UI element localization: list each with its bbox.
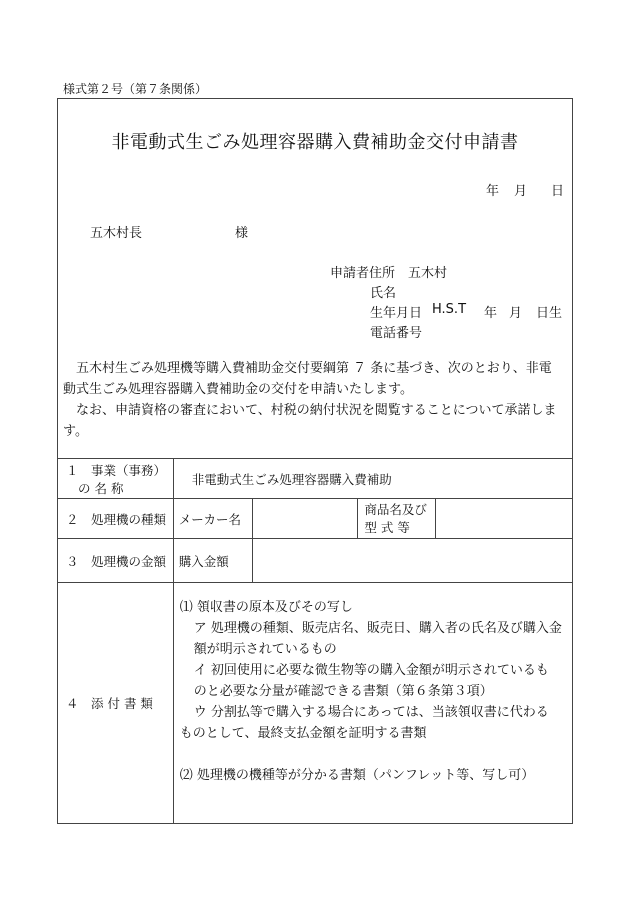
applicant-name-label: 氏名: [370, 286, 397, 301]
purchase-price-label: 購入金額: [173, 539, 252, 583]
form-number-label: 様式第２号（第７条関係）: [63, 82, 208, 96]
addressee-honorific: 様: [235, 226, 249, 241]
consent-paragraph: [63, 400, 568, 442]
form-title: 非電動式生ごみ処理容器購入費補助金交付申請書: [111, 132, 519, 153]
project-name-label-line-1: １ 事業（事務）: [66, 462, 167, 478]
table-row: [58, 583, 573, 824]
attachments-label: ４ 添 付 書 類: [58, 583, 174, 824]
consent-line-2: す。: [63, 424, 88, 439]
statement-line-2: 動式生ごみ処理容器購入費補助金の交付を申請いたします。: [63, 382, 413, 397]
attachment-item-1i-line-2: のと必要な分量が確認できる書類（第６条第３項）: [193, 684, 493, 699]
maker-name-label: メーカー名: [173, 499, 252, 539]
applicant-address-label: 申請者住所: [330, 266, 396, 281]
product-model-label: [358, 499, 436, 539]
attachment-item-1i-line-1: イ 初回使用に必要な微生物等の購入金額が明示されているも: [193, 663, 549, 678]
product-model-label-line-1: 商品名及び: [364, 501, 427, 517]
applicant-birth-month: 月: [509, 306, 523, 321]
applicant-birth-year: 年: [484, 306, 498, 321]
attachment-item-1a-line-1: ア 処理機の種類、販売店名、販売日、購入者の氏名及び購入金: [193, 621, 562, 636]
project-name-label-line-2: の 名 称: [78, 480, 124, 496]
purchase-price-field[interactable]: [252, 539, 572, 583]
statement-paragraph: [63, 358, 568, 400]
table-row: [58, 459, 573, 499]
table-row: [58, 539, 573, 583]
applicant-birth-label: 生年月日: [370, 306, 423, 321]
statement-line-1: 五木村生ごみ処理機等購入費補助金交付要綱第 ７ 条に基づき、次のとおり、非電: [76, 361, 552, 376]
date-month: 月: [514, 184, 528, 199]
consent-line-1: なお、申請資格の審査において、村税の納付状況を閲覧することについて承諾しま: [76, 403, 557, 418]
product-model-field[interactable]: [436, 499, 573, 539]
attachment-item-1u-line-1: ウ 分割払等で購入する場合にあっては、当該領収書に代わる: [193, 705, 549, 720]
project-name-value: 非電動式生ごみ処理容器購入費補助: [173, 459, 572, 499]
date-day: 日: [551, 184, 565, 199]
applicant-address-value: 五木村: [408, 266, 448, 281]
applicant-phone-label: 電話番号: [370, 326, 423, 341]
product-model-label-line-2: 型 式 等: [364, 519, 410, 535]
project-name-label: [58, 459, 174, 499]
machine-type-label: ２ 処理機の種類: [58, 499, 174, 539]
machine-price-label: ３ 処理機の金額: [58, 539, 174, 583]
attachment-spacer: [180, 744, 566, 765]
application-table: [57, 458, 573, 824]
attachment-item-1a-line-2: 額が明示されているもの: [193, 642, 337, 657]
table-row: [58, 499, 573, 539]
applicant-birth-eras: H.S.T: [432, 302, 467, 317]
applicant-birth-day: 日生: [536, 306, 563, 321]
maker-name-field[interactable]: [252, 499, 358, 539]
addressee-name: 五木村長: [90, 226, 143, 241]
attachment-item-1-title: ⑴ 領収書の原本及びその写し: [179, 600, 353, 615]
date-year: 年: [486, 184, 500, 199]
attachments-list: [173, 583, 572, 824]
attachment-item-1u-line-2: ものとして、最終支払金額を証明する書類: [179, 726, 427, 741]
attachment-item-2-title: ⑵ 処理機の機種等が分かる書類（パンフレット等、写し可）: [179, 768, 535, 783]
